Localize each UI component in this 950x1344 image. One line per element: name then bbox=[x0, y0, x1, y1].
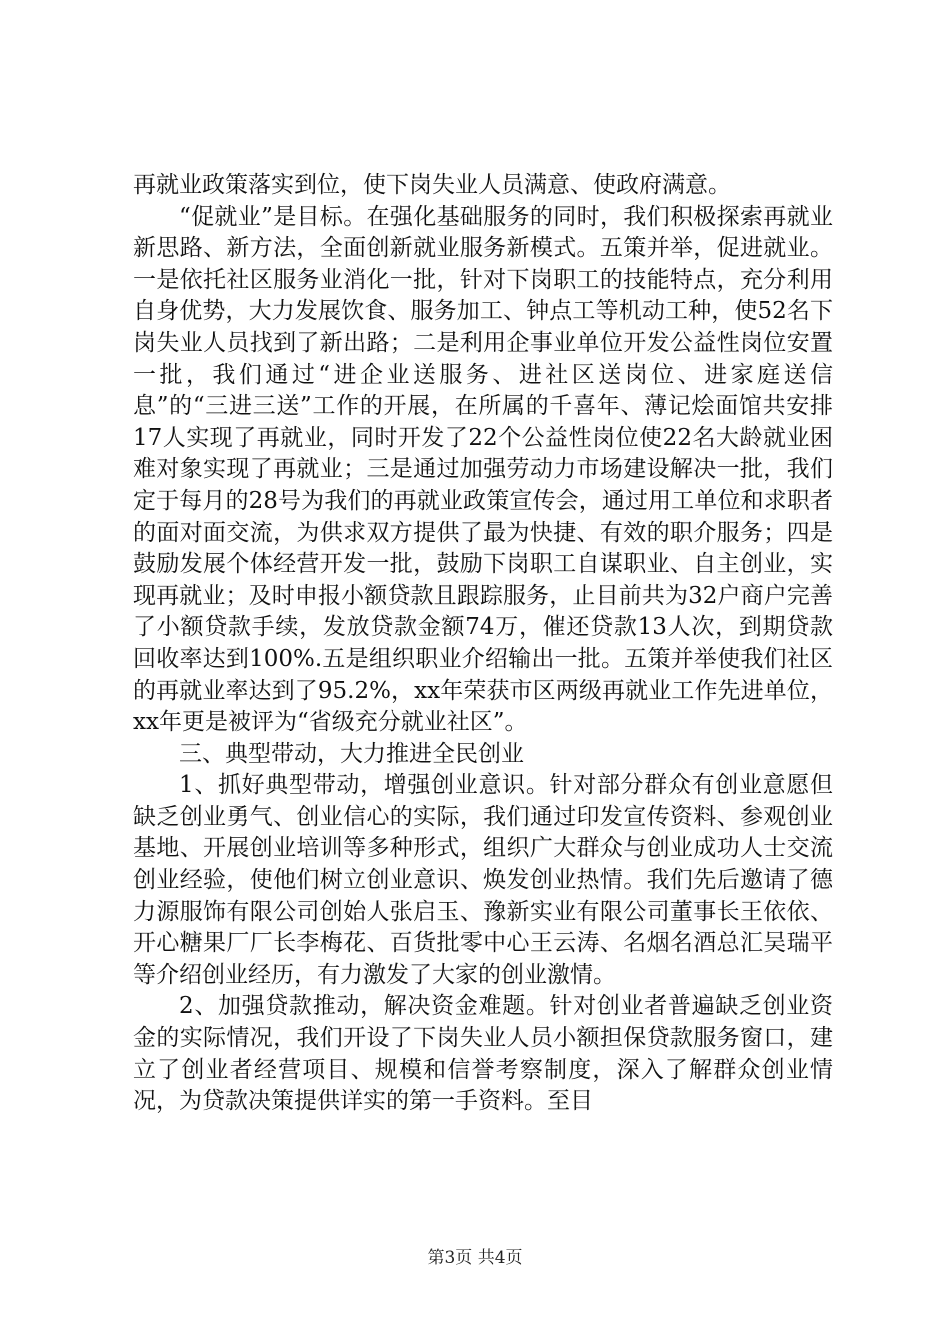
page-footer: 第3页 共4页 bbox=[427, 1248, 523, 1268]
paragraph-loan-support: 2、加强贷款推动，解决资金难题。针对创业者普遍缺乏创业资金的实际情况，我们开设了下岗失业人员小额担保贷款服务窗口，建立了创业者经营项目、规模和信誉考察制度，深入了解群众创业情况，为贷款决策提供详实的第一手资料。至目 bbox=[133, 993, 833, 1115]
document-body bbox=[133, 170, 833, 1118]
paragraph-continuation: 再就业政策落实到位，使下岗失业人员满意、使政府满意。 bbox=[133, 172, 731, 198]
paragraph-typical-example: 1、抓好典型带动，增强创业意识。针对部分群众有创业意愿但缺乏创业勇气、创业信心的实际，我们通过印发宣传资料、参观创业基地、开展创业培训等多种形式，组织广大群众与创业成功人士交流创业经验，使他们树立创业意识、焕发创业热情。我们先后邀请了德力源服饰有限公司创始人张启玉、豫新实业有限公司董事长王依依、开心糖果厂厂长李梅花、百货批零中心王云涛、名烟名酒总汇吴瑞平等介绍创业经历，有力激发了大家的创业激情。 bbox=[133, 772, 833, 988]
section-heading: 三、典型带动，大力推进全民创业 bbox=[179, 740, 524, 767]
paragraph-promote-employment: “促就业”是目标。在强化基础服务的同时，我们积极探索再就业新思路、新方法，全面创新就业服务新模式。五策并举，促进就业。一是依托社区服务业消化一批，针对下岗职工的技能特点，充分利用自身优势，大力发展饮食、服务加工、钟点工等机动工种，使52名下岗失业人员找到了新出路；二是利用企事业单位开发公益性岗位安置一批，我们通过“进企业送服务、进社区送岗位、进家庭送信息”的“三进三送”工作的开展，在所属的千喜年、薄记烩面馆共安排17人实现了再就业，同时开发了22个公益性岗位使22名大龄就业困难对象实现了再就业；三是通过加强劳动力市场建设解决一批，我们定于每月的28号为我们的再就业政策宣传会，通过用工单位和求职者的面对面交流，为供求双方提供了最为快捷、有效的职介服务；四是鼓励发展个体经营开发一批，鼓励下岗职工自谋职业、自主创业，实现再就业；及时申报小额贷款且跟踪服务，止目前共为32户商户完善了小额贷款手续，发放贷款金额74万，催还贷款13人次，到期贷款回收率达到100%.五是组织职业介绍输出一批。五策并举使我们社区的再就业率达到了95.2%，xx年荣获市区两级再就业工作先进单位，xx年更是被评为“省级充分就业社区”。 bbox=[133, 203, 833, 736]
